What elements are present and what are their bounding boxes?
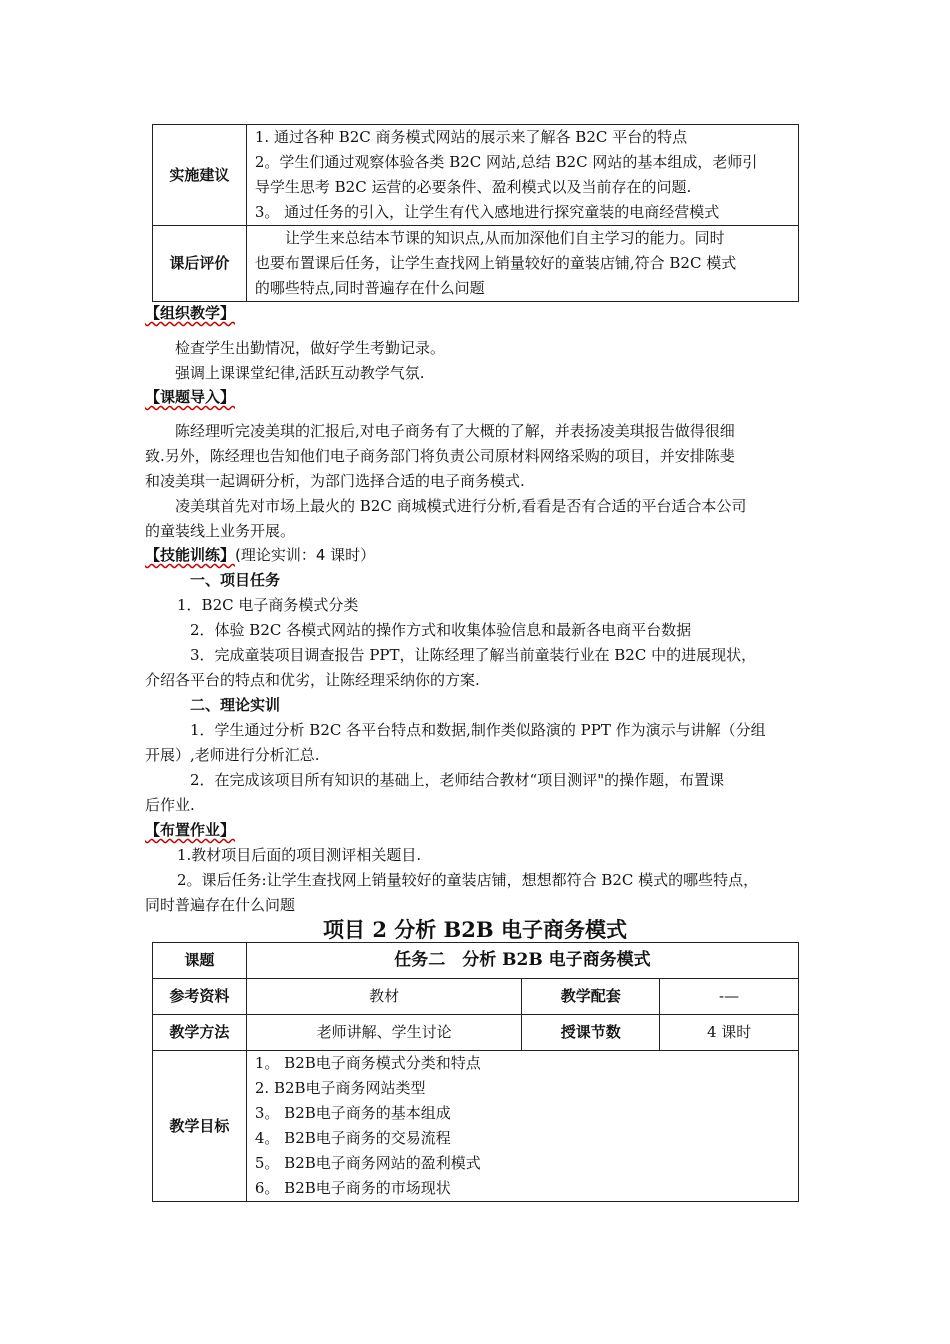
text-line: 1. 通过各种 B2C 商务模式网站的展示来了解各 B2C 平台的特点	[254, 128, 688, 146]
section-heading-intro	[145, 385, 235, 409]
method-label: 教学方法	[153, 1015, 247, 1051]
text-line: 2．在完成该项目所有知识的基础上，老师结合教材“项目测评"的操作题，布置课	[190, 771, 725, 789]
organize-paragraph	[145, 336, 810, 386]
subheading: 二、理论实训	[190, 696, 281, 714]
text-line: 也要布置课后任务，让学生查找网上销量较好的童装店铺,符合 B2C 模式	[254, 254, 737, 272]
text-line: 3。 通过任务的引入，让学生有代入感地进行探究童装的电商经营模式	[254, 203, 720, 221]
list-item: 4。 B2B电子商务的交易流程	[254, 1129, 451, 1147]
text-line: 开展）,老师进行分析汇总.	[145, 746, 320, 764]
list-item: 3。 B2B电子商务的基本组成	[254, 1104, 451, 1122]
heading-text: 【课题导入】	[145, 388, 236, 406]
hours-label: 授课节数	[522, 1015, 660, 1051]
evaluation-content	[246, 226, 798, 302]
intro-paragraph	[145, 419, 810, 544]
heading-text: 【组织教学】	[145, 304, 236, 322]
table-row	[153, 943, 799, 979]
text-line: 和凌美琪一起调研分析，为部门选择合适的电子商务模式.	[145, 472, 525, 490]
section-heading-organize	[145, 301, 235, 325]
text-line: 导学生思考 B2C 运营的必要条件、盈利模式以及当前存在的问题.	[254, 178, 692, 196]
hours-value: 4 课时	[660, 1015, 799, 1051]
text-line: 2。学生们通过观察体验各类 B2C 网站,总结 B2C 网站的基本组成，老师引	[254, 153, 758, 171]
text-line: 凌美琪首先对市场上最火的 B2C 商城模式进行分析,看看是否有合适的平台适合本公司	[175, 497, 747, 515]
table-row	[153, 1015, 799, 1051]
project2-title: 项目 2 分析 B2B 电子商务模式	[323, 917, 627, 942]
table-row	[153, 1051, 799, 1202]
evaluation-label: 课后评价	[153, 226, 247, 302]
text-line: 1．学生通过分析 B2C 各平台特点和数据,制作类似路演的 PPT 作为演示与讲解（分组	[190, 721, 766, 739]
reference-value: 教材	[246, 979, 522, 1015]
text-line: 1.教材项目后面的项目测评相关题目.	[177, 846, 422, 864]
section-heading-homework	[145, 818, 235, 842]
top-plan-table	[152, 124, 799, 302]
heading-text: 【布置作业】	[145, 821, 236, 839]
text-line: 检查学生出勤情况，做好学生考勤记录。	[175, 339, 446, 357]
list-item: 2. B2B电子商务网站类型	[254, 1079, 426, 1097]
skills-paragraph	[145, 568, 810, 818]
text-line: 强调上课课堂纪律,活跃互动教学气氛.	[175, 364, 425, 382]
text-line: 1．B2C 电子商务模式分类	[177, 596, 359, 614]
table-row	[153, 125, 799, 226]
text-line: 同时普遍存在什么问题	[145, 896, 296, 914]
implementation-label: 实施建议	[153, 125, 247, 226]
table-row	[153, 979, 799, 1015]
text-line: 介绍各平台的特点和优劣，让陈经理采纳你的方案.	[145, 671, 480, 689]
section-heading-skills	[145, 543, 375, 567]
kit-value: -—	[660, 979, 799, 1015]
text-line: 致.另外，陈经理也告知他们电子商务部门将负责公司原材料网络采购的项目，并安排陈斐	[145, 447, 735, 465]
list-item: 1。 B2B电子商务模式分类和特点	[254, 1054, 481, 1072]
method-value: 老师讲解、学生讨论	[246, 1015, 522, 1051]
text-line: 的哪些特点,同时普遍存在什么问题	[254, 279, 485, 297]
goal-label: 教学目标	[153, 1051, 247, 1202]
text-line: 陈经理听完凌美琪的汇报后,对电子商务有了大概的了解，并表扬凌美琪报告做得很细	[175, 422, 735, 440]
implementation-content	[246, 125, 798, 226]
topic-value: 任务二 分析 B2B 电子商务模式	[246, 943, 798, 979]
reference-label: 参考资料	[153, 979, 247, 1015]
kit-label: 教学配套	[522, 979, 660, 1015]
goal-list	[246, 1051, 798, 1202]
list-item: 6。 B2B电子商务的市场现状	[254, 1179, 451, 1197]
text-line: 让学生来总结本节课的知识点,从而加深他们自主学习的能力。同时	[254, 229, 725, 247]
topic-label: 课题	[153, 943, 247, 979]
homework-paragraph	[145, 843, 810, 918]
text-line: 3．完成童装项目调查报告 PPT，让陈经理了解当前童装行业在 B2C 中的进展现状，	[190, 646, 757, 664]
text-line: 2。课后任务:让学生查找网上销量较好的童装店铺，想想都符合 B2C 模式的哪些特点，	[177, 871, 759, 889]
list-item: 5。 B2B电子商务网站的盈利模式	[254, 1154, 481, 1172]
text-line: 的童装线上业务开展。	[145, 522, 296, 540]
heading-note: (理论实训：4 课时）	[235, 546, 376, 564]
heading-text: 【技能训练】	[145, 546, 236, 564]
project2-table	[152, 942, 799, 1202]
text-line: 后作业.	[145, 796, 195, 814]
text-line: 2．体验 B2C 各模式网站的操作方式和收集体验信息和最新各电商平台数据	[190, 621, 692, 639]
table-row	[153, 226, 799, 302]
subheading: 一、项目任务	[190, 571, 281, 589]
